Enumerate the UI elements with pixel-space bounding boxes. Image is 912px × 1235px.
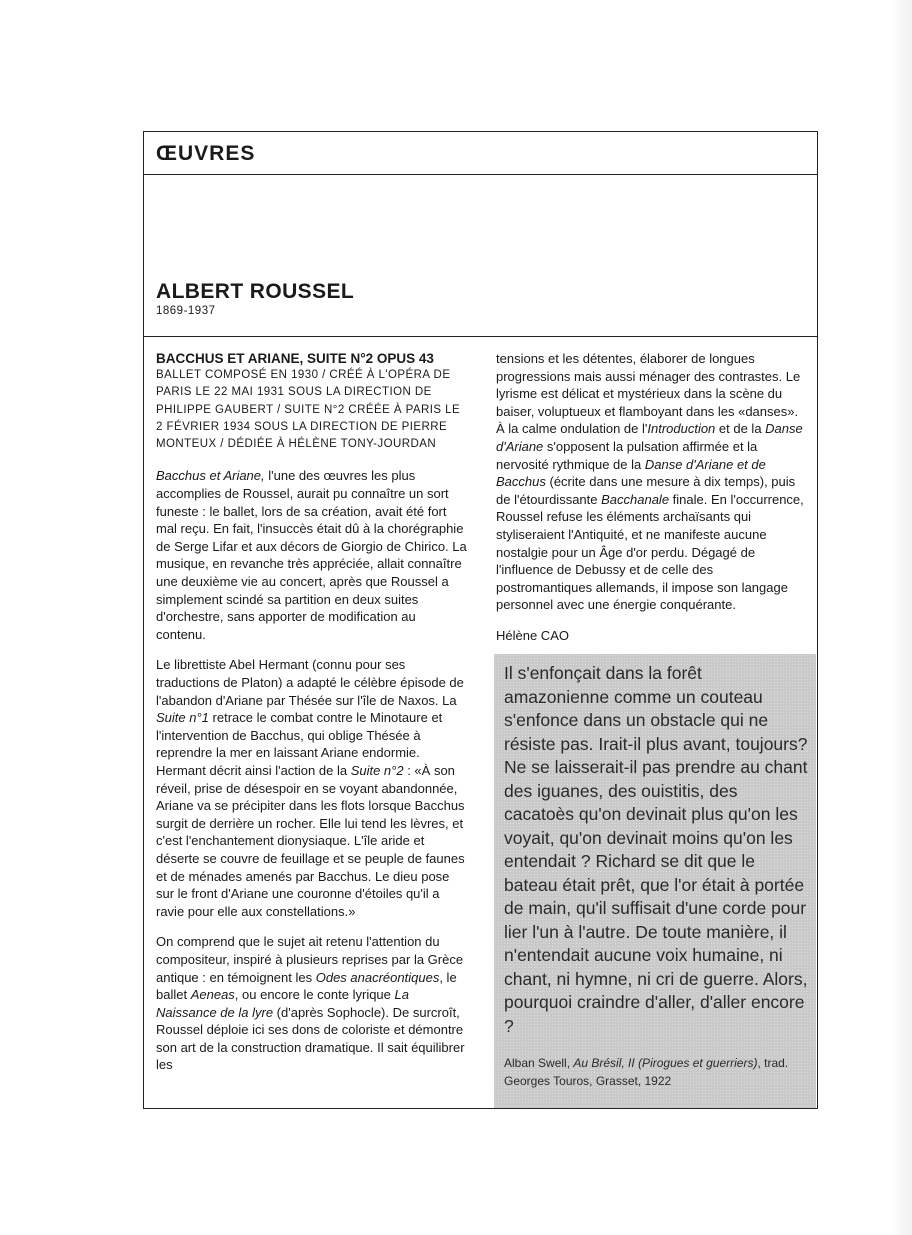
paragraph-2-text-a: Le librettiste Abel Hermant (connu pour ses traductions de Platon) a adapté le célèbre épisode de l'abandon d'Ariane par Thésée sur l'île de Naxos. La [156, 657, 464, 708]
paragraph-4-text-c: s'opposent la pulsation affirmée et la nervosité rythmique de la [496, 438, 758, 472]
paragraph-2-italic-b: Suite n°2 [350, 762, 404, 778]
composer-name: ALBERT ROUSSEL [156, 280, 355, 303]
header-band [144, 132, 817, 175]
paragraph-3-text-c: , ou encore le conte lyrique [234, 987, 395, 1003]
paragraph-1-text: l'une des œuvres les plus accomplies de Roussel, aurait pu connaître un sort funeste : le ballet, lors de sa création, avait été fort mal reçu. En fait, l'insuccès était dû à la chorégraphie de Serge Lifar et aux décors de Giorgio de Chirico. La musique, en revanche très appréciée, allait connaître une deuxième vie au concert, après que Roussel a simplement scindé sa partition en deux suites d'orchestre, sans apporter de modification au contenu. [156, 468, 467, 642]
paragraph-3-text-a: On comprend que le sujet ait retenu l'attention du compositeur, inspiré à plusieurs reprises par la Grèce antique : en témoignent les [156, 934, 464, 985]
author-signature: Hélène CAO [496, 627, 569, 643]
work-title: BACCHUS ET ARIANE, SUITE N°2 OPUS 43 [156, 351, 434, 366]
paragraph-4-italic-d: Bacchanale [601, 491, 670, 507]
quote-work-title: Au Brésil, II (Pirogues et guerriers) [573, 1056, 758, 1070]
composer-block [144, 174, 817, 337]
paragraph-3 [156, 933, 468, 1074]
paragraph-2 [156, 656, 468, 920]
paragraph-4-italic-c: Danse d'Ariane et de Bacchus [496, 456, 766, 490]
quote-author: Alban Swell, [504, 1056, 574, 1070]
paragraph-4-text-a: tensions et les détentes, élaborer de longues progressions mais aussi ménager des contrastes. Le lyrisme est délicat et mystérieux dans la scène du baiser, voluptueux et flamboyant dans les «danses». À la calme ondulation de l' [496, 351, 801, 437]
scan-edge-shadow [890, 0, 912, 1235]
quote-source [504, 1054, 808, 1090]
paragraph-1 [156, 467, 468, 643]
paragraph-4-text-d: (écrite dans une mesure à dix temps), puis de l'étourdissante [496, 474, 796, 507]
paragraph-4-italic-b: Danse d'Ariane [496, 421, 803, 454]
paragraph-3-text-b: , le ballet [156, 969, 457, 1003]
quote-translation: , trad. Georges Touros, Grasset, 1922 [504, 1056, 789, 1088]
paragraph-3-italic-b: Aeneas [190, 987, 235, 1003]
left-column [156, 350, 468, 1087]
paragraph-3-text-d: (d'après Sophocle). De surcroît, Roussel déploie ici ses dons de coloriste et démontre son art de la construction dramatique. Il sait équilibrer les [156, 1004, 465, 1073]
quote-box [494, 654, 816, 1108]
section-title: ŒUVRES [156, 142, 256, 165]
paragraph-4-text-b: et de la [715, 421, 766, 437]
paragraph-4 [496, 350, 808, 614]
paragraph-4-italic-a: Introduction [647, 421, 716, 437]
composer-dates: 1869-1937 [156, 305, 216, 317]
program-page-frame [143, 131, 818, 1109]
paragraph-2-text-c: : «À son réveil, prise de désespoir en se voyant abandonnée, Ariane va se précipiter dans les flots lorsque Bacchus surgit de derrière un rocher. Elle lui tend les lèvres, et c'est l'enchantement dionysiaque. L'île aride et déserte se couvre de feuillage et se peuple de faunes et de ménades amenés par Bacchus. Le dieu pose sur le front d'Ariane une couronne d'étoiles qu'il a ravie pour elle aux constellations.» [156, 762, 465, 919]
paragraph-3-italic-a: Odes anacréontiques [315, 969, 440, 985]
paragraph-2-text-b: retrace le combat contre le Minotaure et l'intervention de Bacchus, qui oblige Thésée à reprendre la mer en laissant Ariane endormie. Hermant décrit ainsi l'action de la [156, 710, 443, 778]
paragraph-2-italic-a: Suite n°1 [156, 710, 209, 726]
right-column [496, 350, 808, 645]
paragraph-1-italic: Bacchus et Ariane, [156, 468, 265, 484]
quote-text: Il s'enfonçait dans la forêt amazonienne comme un couteau s'enfonce dans un obstacle qui ne résiste pas. Irait-il plus avant, toujours? Ne se laisserait-il pas prendre au chant des iguanes, des ouistitis, des cacatoès qu'on devinait plus qu'on les voyait, qu'on devinait moins qu'on les entendait ? Richard se dit que le bateau était prêt, que l'or était à portée de main, qu'il suffisait d'une corde pour lier l'un à l'autre. De toute manière, il n'entendait aucune voix humaine, ni chant, ni hymne, ni cri de guerre. Alors, pourquoi craindre d'aller, d'aller encore ? [504, 663, 808, 1036]
paragraph-4-text-e: finale. En l'occurrence, Roussel refuse les éléments archaïsants qui styliseraient l'Antiquité, et ne manifeste aucune nostalgie pour un Âge d'or perdu. Dégagé de l'influence de Debussy et de celle des postromantiques allemands, il impose son langage personnel avec une énergie conquérante. [496, 491, 804, 613]
work-details: BALLET COMPOSÉ EN 1930 / CRÉÉ À L'OPÉRA DE PARIS LE 22 MAI 1931 SOUS LA DIRECTION DE PHILIPPE GAUBERT / SUITE N°2 CRÉÉE À PARIS LE 2 FÉVRIER 1934 SOUS LA DIRECTION DE PIERRE MONTEUX / DÉDIÉE À HÉLÈNE TONY-JOURDAN [156, 369, 461, 451]
paragraph-3-italic-c: La Naissance de la lyre [156, 987, 409, 1020]
